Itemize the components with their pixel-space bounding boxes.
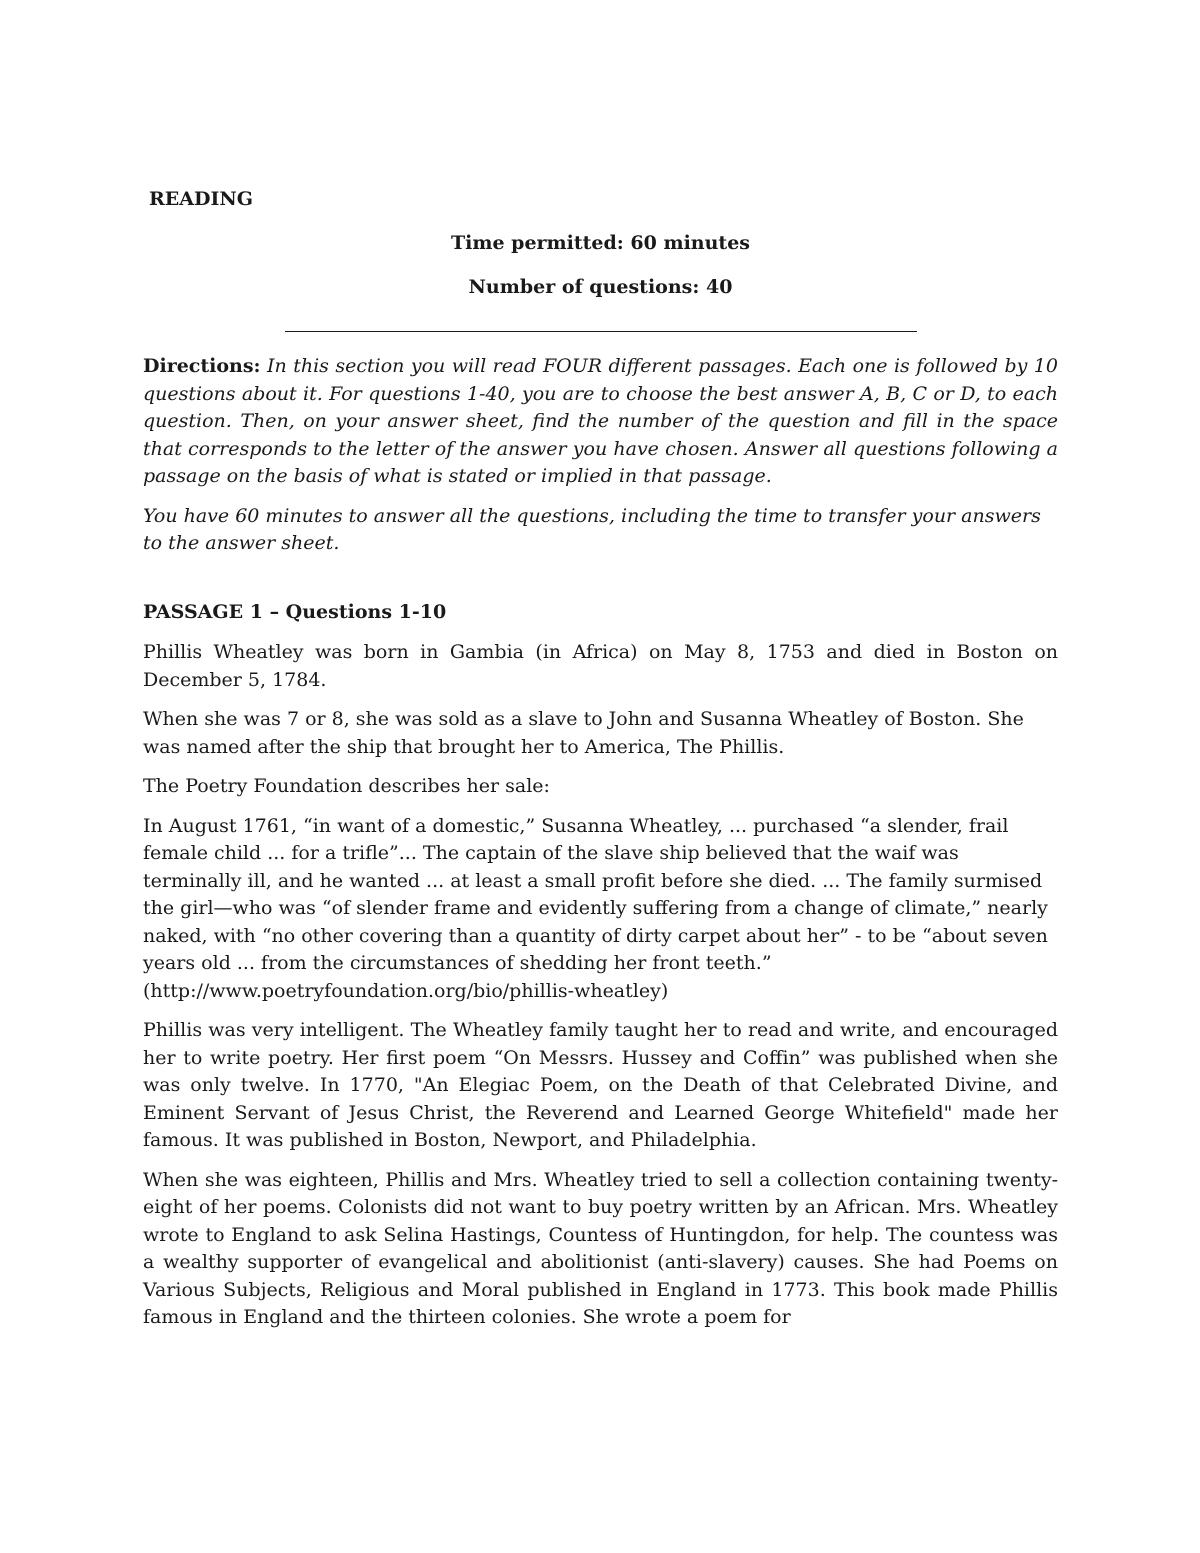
directions-text: In this section you will read FOUR different passages. Each one is followed by 10 questions about it. For questions 1-40, you are to choose the best answer A, B, C or D, to each question. Then, on your answer sheet, find the number of the question and fill in the space that corresponds to the letter of the answer you have chosen. Answer all questions following a passage on the basis of what is stated or implied in that passage. [143,355,1058,487]
time-permitted: Time permitted: 60 minutes [451,232,750,254]
section-heading: READING [149,188,253,210]
horizontal-rule [285,331,917,332]
passage-paragraph-4: Phillis was very intelligent. The Wheatley family taught her to read and write, and encouraged her to write poetry. Her first poem “On Messrs. Hussey and Coffin” was published when she was only twelve. In 1770, "An Elegiac Poem, on the Death of that Celebrated Divine, and Eminent Servant of Jesus Christ, the Reverend and Learned George Whitefield" made her famous. It was published in Boston, Newport, and Philadelphia. [143,1019,1058,1151]
passage-paragraph-3: The Poetry Foundation describes her sale: [143,775,550,797]
directions-paragraph [143,353,1058,491]
passage-paragraph-2: When she was 7 or 8, she was sold as a slave to John and Susanna Wheatley of Boston. She was named after the ship that brought her to America, The Phillis. [143,708,1024,758]
passage-paragraph-1: Phillis Wheatley was born in Gambia (in Africa) on May 8, 1753 and died in Boston on December 5, 1784. [143,641,1058,691]
time-note: You have 60 minutes to answer all the questions, including the time to transfer your answers to the answer sheet. [143,504,1041,554]
page-content [143,183,1058,1332]
number-of-questions: Number of questions: 40 [468,276,733,298]
directions-label: Directions: [143,355,261,377]
passage-paragraph-5: When she was eighteen, Phillis and Mrs. Wheatley tried to sell a collection containing twenty-eight of her poems. Colonists did not want to buy poetry written by an African. Mrs. Wheatley wrote to England to ask Selina Hastings, Countess of Huntingdon, for help. The countess was a wealthy supporter of evangelical and abolitionist (anti-slavery) causes. She had Poems on Various Subjects, Religious and Moral published in England in 1773. This book made Phillis famous in England and the thirteen colonies. She wrote a poem for [143,1168,1058,1328]
passage-quote: In August 1761, “in want of a domestic,” Susanna Wheatley, ... purchased “a slender, frail female child ... for a trifle”... The captain of the slave ship believed that the waif was terminally ill, and he wanted ... at least a small profit before she died. ... The family surmised the girl—who was “of slender frame and evidently suffering from a change of climate,” nearly naked, with “no other covering than a quantity of dirty carpet about her” - to be “about seven years old ... from the circumstances of shedding her front teeth.” (http://www.poetryfoundation.org/bio/phillis-wheatley) [143,814,1048,1002]
passage-title: PASSAGE 1 – Questions 1-10 [143,600,447,623]
